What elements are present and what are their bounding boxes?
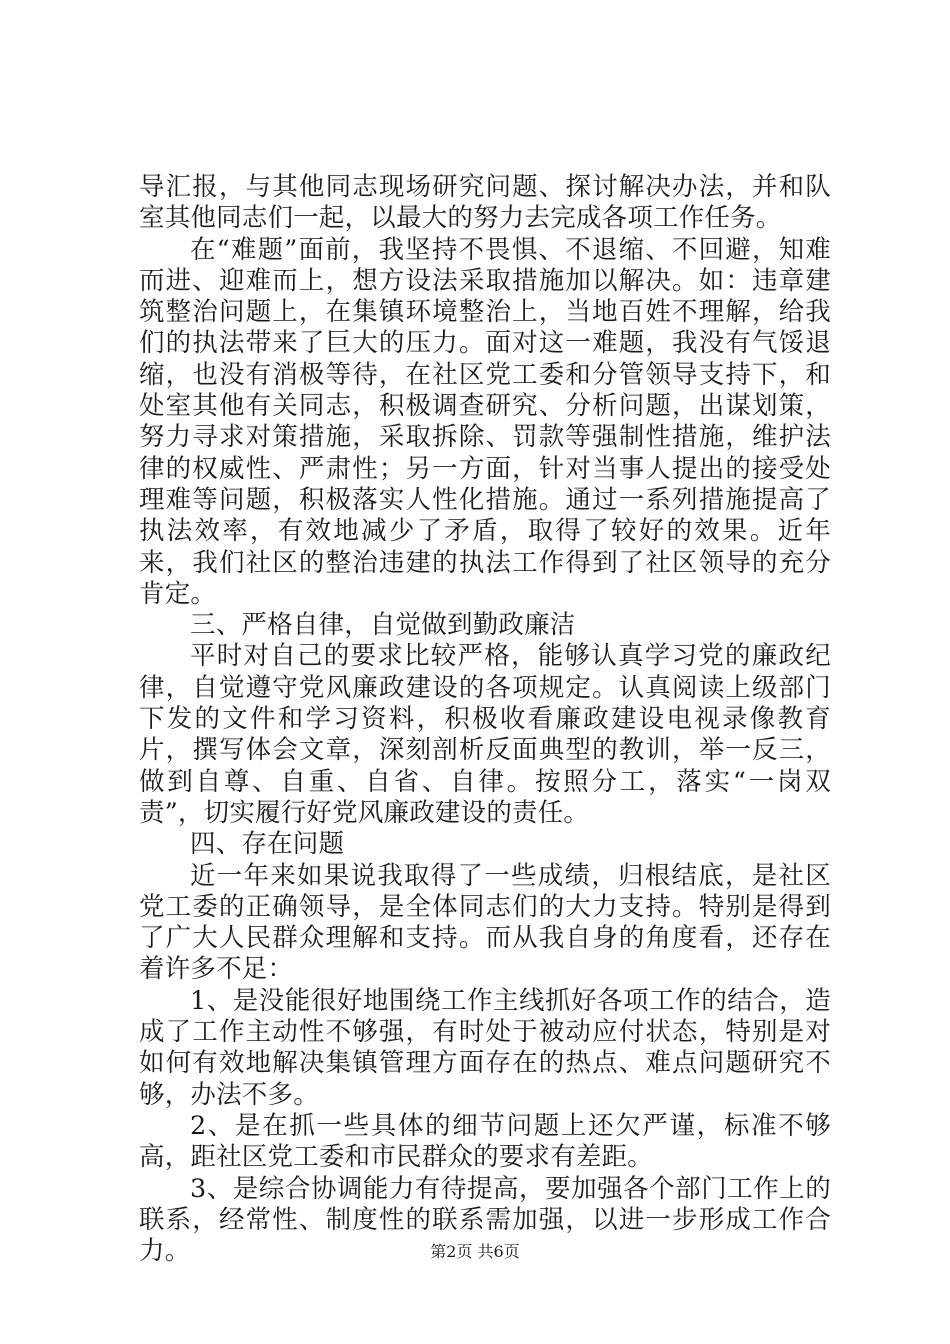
section-heading-3: 三、严格自律，自觉做到勤政廉洁 bbox=[190, 610, 576, 641]
paragraph-1: 导汇报，与其他同志现场研究问题、探讨解决办法，并和队室其他同志们一起，以最大的努力去完成各项工作任务。 bbox=[139, 172, 831, 234]
paragraph-4: 平时对自己的要求比较严格，能够认真学习党的廉政纪律，自觉遵守党风廉政建设的各项规定。认真阅读上级部门下发的文件和学习资料，积极收看廉政建设电视录像教育片，撰写体会文章，深刻剖析反面典型的教训，举一反三，做到自尊、自重、自省、自律。按照分工，落实“一岗双责”，切实履行好党风廉政建设的责任。 bbox=[139, 641, 831, 828]
list-item-2: 2、是在抓一些具体的细节问题上还欠严谨，标准不够高，距社区党工委和市民群众的要求有差距。 bbox=[139, 1110, 831, 1173]
list-item-3: 3、是综合协调能力有待提高，要加强各个部门工作上的联系，经常性、制度性的联系需加强，以进一步形成工作合力。 bbox=[139, 1173, 831, 1267]
paragraph-2: 在“难题”面前，我坚持不畏惧、不退缩、不回避，知难而进、迎难而上，想方设法采取措施加以解决。如：违章建筑整治问题上，在集镇环境整治上，当地百姓不理解，给我们的执法带来了巨大的压力。面对这一难题，我没有气馁退缩，也没有消极等待，在社区党工委和分管领导支持下，和处室其他有关同志，积极调查研究、分析问题，出谋划策，努力寻求对策措施，采取拆除、罚款等强制性措施，维护法律的权威性、严肃性；另一方面，针对当事人提出的接受处理难等问题，积极落实人性化措施。通过一系列措施提高了执法效率，有效地减少了矛盾，取得了较好的效果。近年来，我们社区的整治违建的执法工作得到了社区领导的充分肯定。 bbox=[139, 234, 831, 609]
section-heading-4: 四、存在问题 bbox=[190, 829, 345, 860]
list-item-1: 1、是没能很好地围绕工作主线抓好各项工作的结合，造成了工作主动性不够强，有时处于被动应付状态，特别是对如何有效地解决集镇管理方面存在的热点、难点问题研究不够，办法不多。 bbox=[139, 985, 831, 1110]
document-body bbox=[139, 172, 831, 1267]
paragraph-6: 近一年来如果说我取得了一些成绩，归根结底，是社区党工委的正确领导，是全体同志们的大力支持。特别是得到了广大人民群众理解和支持。而从我自身的角度看，还存在着许多不足： bbox=[139, 860, 831, 985]
page-number-footer: 第2页 共6页 bbox=[430, 1242, 520, 1261]
